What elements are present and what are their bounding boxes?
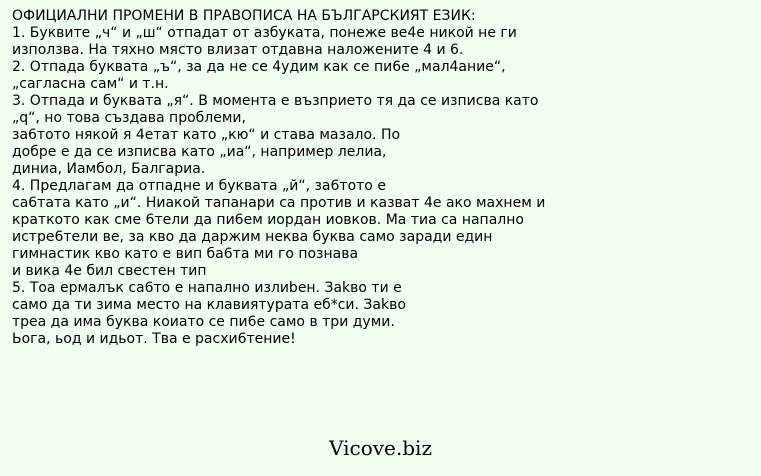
article-title: ОФИЦИАЛНИ ПРОМЕНИ В ПРАВОПИСА НА БЪЛГАРСКИЯТ ЕЗИК: — [12, 8, 476, 24]
article-line: треа да има буква коиато се пи6е само в три думи. — [12, 314, 395, 330]
article-line: „q“, но това създава проблеми, — [12, 110, 246, 126]
article-line: диниа, Иамбол, Балгариа. — [12, 161, 206, 177]
article-line: 3. Отпада и буквата „я“. В момента е възприето тя да се изписва като — [12, 93, 539, 109]
article-line: за6тото някой я 4етат като „кю“ и става мазало. По — [12, 127, 401, 143]
article-line: са6тата като „и“. Ниакой тапанари са против и казват 4е ако махнем и — [12, 195, 546, 211]
article-line: истре6тели ве, за кво да даржим неква буква само заради един — [12, 229, 493, 245]
article-line: 2. Отпада буквата „ъ“, за да не се 4удим как се пи6е „мал4ание“, — [12, 59, 506, 75]
article-line: гимнастик кво като е вип ба6та ми го познава — [12, 246, 359, 262]
article-line: добре е да се изписва като „иа“, например лелиа, — [12, 144, 387, 160]
article-line: използва. На тяхно място влизат отдавна наложените 4 и 6. — [12, 42, 464, 58]
article-line: 5. Тоа ермалък са6то е напално излиbен. Заkво ти е — [12, 280, 402, 296]
article-line: Ьога, ьод и идьот. Тва е расхи6тение! — [12, 331, 296, 347]
article-line: 1. Буквите „ч“ и „ш“ отпадат от азбуката, понеже ве4е никой не ги — [12, 25, 517, 41]
article-line: краткото как сме 6тели да пи6ем иордан иовков. Ма тиа са напално — [12, 212, 524, 228]
article-line: и вика 4е бил свестен тип — [12, 263, 207, 279]
article-line: 4. Предлагам да отпадне и буквата „й“, за6тото е — [12, 178, 386, 194]
site-watermark: Vicove.biz — [329, 436, 432, 460]
article-line: само да ти зима место на клавиятурата еб*си. Заkво — [12, 297, 406, 313]
article-body — [12, 8, 757, 348]
article-line: „сагласна сам“ и т.н. — [12, 76, 169, 92]
